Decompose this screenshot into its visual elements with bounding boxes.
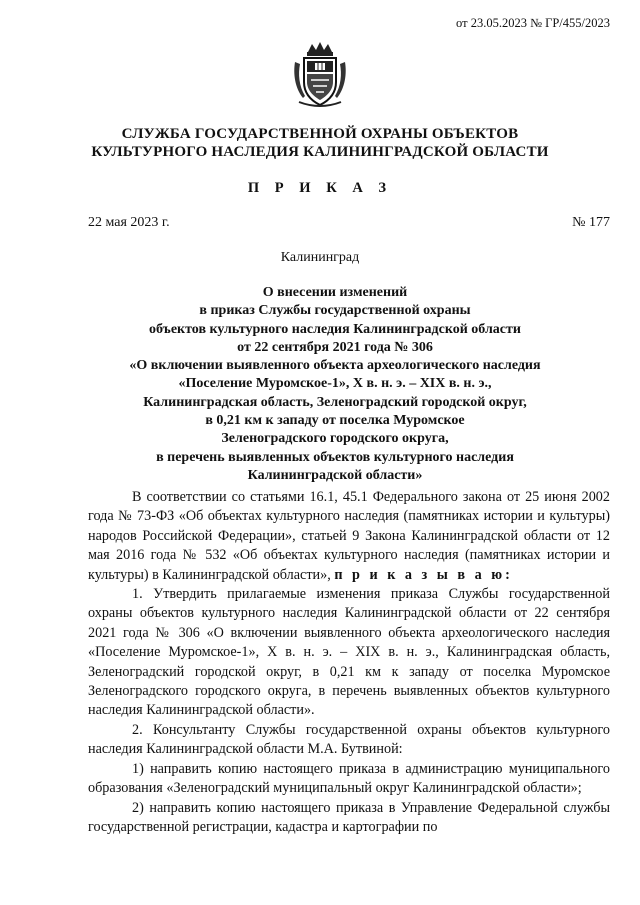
title-line: объектов культурного наследия Калининградской области (149, 321, 521, 337)
coat-of-arms-icon (291, 40, 349, 108)
document-city: Калининград (280, 250, 360, 265)
document-body (88, 488, 610, 837)
title-line: в 0,21 км к западу от поселка Муромское (205, 413, 465, 429)
item-1-paragraph: 1. Утвердить прилагаемые изменения приказа Службы государственной охраны объектов культурного наследия Калининградской области от 22 сентября 2021 года № 306 «О включении выявленного объекта археологического наследия «Поселение Муромское-1», X в. н. э. – XIX в. н. э., Калининградская область, Зеленоградский городской округ, в 0,21 км к западу от поселка Муромское Зеленоградского городского округа, в перечень выявленных объектов культурного наследия Калининградской области». (88, 586, 610, 719)
preamble-paragraph (88, 488, 610, 585)
document-title (60, 284, 610, 485)
title-line: «Поселение Муромское-1», X в. н. э. – XIX в. н. э., (178, 376, 492, 392)
item-2-paragraph: 2. Консультанту Службы государственной охраны объектов культурного наследия Калининградской области М.А. Бутвиной: (88, 721, 610, 758)
title-line: О внесении изменений (262, 285, 408, 300)
title-line: Зеленоградского городского округа, (221, 431, 449, 447)
item-2-2-paragraph: 2) направить копию настоящего приказа в Управление Федеральной службы государственной регистрации, кадастра и картографии по (88, 799, 610, 835)
title-line: в приказ Службы государственной охраны (199, 303, 471, 319)
preamble-text: В соответствии со статьями 16.1, 45.1 Федерального закона от 25 июня 2002 года № 73-ФЗ «Об объектах культурного наследия (памятниках истории и культуры) народов Российской Федерации», статьей 9 Закона Калининградской области от 12 мая 2016 года № 532 «Об объектах культурного наследия (памятниках истории и культуры) в Калининградской области», (88, 489, 610, 583)
document-date: 22 мая 2023 г. (88, 215, 170, 230)
order-word: п р и к а з ы в а ю: (334, 566, 513, 583)
title-line: Калининградской области» (247, 467, 423, 483)
item-2-1-paragraph: 1) направить копию настоящего приказа в администрацию муниципального образования «Зеленоградский муниципальный округ Калининградской области»; (88, 760, 610, 797)
document-number: № 177 (572, 215, 610, 230)
title-line: от 22 сентября 2021 года № 306 (237, 339, 433, 355)
title-line: Калининградская область, Зеленоградский городской округ, (143, 394, 527, 410)
organization-name-line2: КУЛЬТУРНОГО НАСЛЕДИЯ КАЛИНИНГРАДСКОЙ ОБЛАСТИ (91, 144, 549, 160)
document-type: П Р И К А З (247, 180, 393, 196)
organization-name-line1: СЛУЖБА ГОСУДАРСТВЕННОЙ ОХРАНЫ ОБЪЕКТОВ (121, 126, 519, 142)
title-line: «О включении выявленного объекта археологического наследия (129, 358, 541, 374)
registration-number: от 23.05.2023 № ГР/455/2023 (456, 16, 610, 30)
title-line: в перечень выявленных объектов культурного наследия (156, 449, 514, 465)
